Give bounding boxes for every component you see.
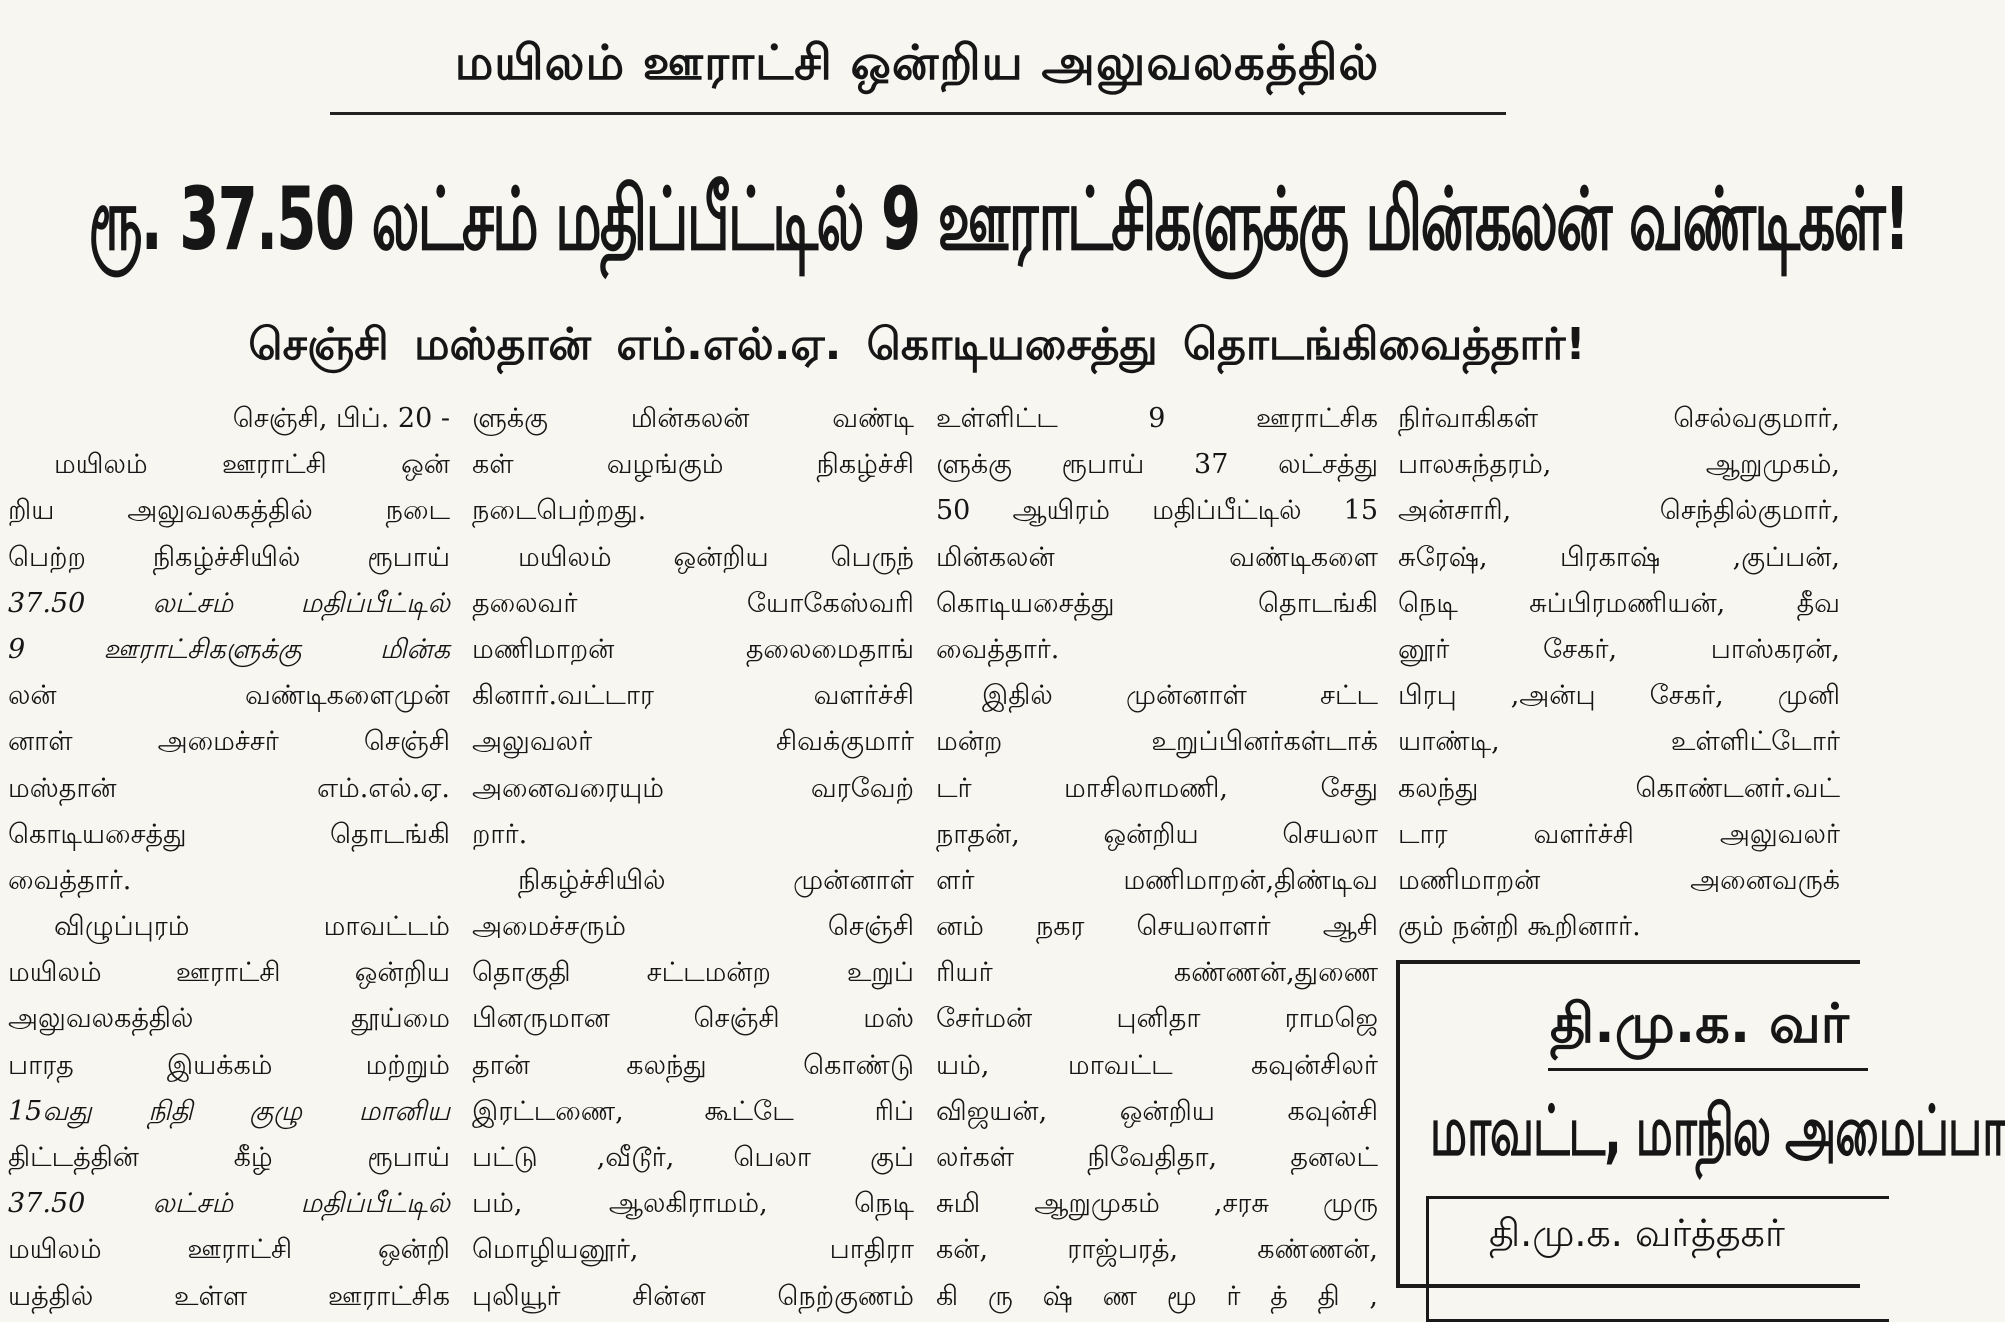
- article-line: 50 ஆயிரம் மதிப்பீட்டில் 15: [936, 495, 1378, 527]
- article-line: சேர்மன் புனிதா ராமஜெ: [936, 1003, 1378, 1035]
- article-line: மின்கலன் வண்டிகளை: [936, 541, 1378, 573]
- article-line: நிகழ்ச்சியில் முன்னாள்: [518, 864, 914, 896]
- article-line: அமைச்சரும் செஞ்சி: [472, 911, 914, 943]
- article-line: கி ரு ஷ் ண மூ ர் த் தி ,: [936, 1280, 1378, 1312]
- article-line: கொடியசைத்து தொடங்கி: [8, 818, 450, 850]
- article-line: றிய அலுவலகத்தில் நடை: [8, 495, 450, 527]
- article-line: பட்டு ,வீடூர், பெலா குப்: [472, 1142, 914, 1173]
- article-line: பம், ஆலகிராமம், நெடி: [472, 1188, 914, 1220]
- article-line: ளுக்கு மின்கலன் வண்டி: [472, 403, 914, 434]
- article-line: மயிலம் ஊராட்சி ஒன்: [54, 449, 450, 481]
- article-line: அலுவலர் சிவக்குமார்: [472, 726, 914, 758]
- kicker-rule: [330, 112, 1506, 115]
- advertisement-box: [1396, 960, 2005, 1288]
- article-column-2: [472, 396, 914, 1320]
- article-headline: ரூ. 37.50 லட்சம் மதிப்பீட்டில் 9 ஊராட்சிகளுக்கு மின்கலன் வண்டிகள்!: [88, 170, 1909, 271]
- article-column-1: [8, 396, 450, 1320]
- article-line: மயிலம் ஊராட்சி ஒன்றி: [8, 1234, 450, 1266]
- ad-subtitle: மாவட்ட, மாநில அமைப்பா: [1430, 1090, 2005, 1171]
- article-line: பினருமான செஞ்சி மஸ்: [472, 1003, 914, 1035]
- article-subhead: செஞ்சி மஸ்தான் எம்.எல்.ஏ. கொடியசைத்து தொடங்கிவைத்தார்!: [248, 319, 1586, 370]
- article-line: 37.50 லட்சம் மதிப்பீட்டில்: [8, 1188, 450, 1220]
- ad-inner-box: [1426, 1196, 1889, 1322]
- article-line: டர் மாசிலாமணி, சேது: [936, 772, 1378, 804]
- article-line: விஜயன், ஒன்றிய கவுன்சி: [936, 1095, 1378, 1127]
- article-line: னம் நகர செயலாளர் ஆசி: [936, 911, 1378, 943]
- ad-footer: தி.மு.க. வர்த்தகர்: [1489, 1211, 1785, 1255]
- article-line: விழுப்புரம் மாவட்டம்: [54, 911, 450, 943]
- article-line: கன், ராஜ்பரத், கண்ணன்,: [936, 1234, 1378, 1266]
- article-column-4: [1398, 396, 1840, 950]
- article-line: 9 ஊராட்சிகளுக்கு மின்க: [8, 633, 450, 665]
- article-line: சுமி ஆறுமுகம் ,சரசு முரு: [936, 1188, 1378, 1220]
- article-line: ளுக்கு ரூபாய் 37 லட்சத்து: [936, 449, 1378, 481]
- article-line: றார்.: [472, 818, 528, 850]
- article-line: கள் வழங்கும் நிகழ்ச்சி: [472, 449, 914, 481]
- article-line: அலுவலகத்தில் தூய்மை: [8, 1003, 450, 1035]
- article-line: ளர் மணிமாறன்,திண்டிவ: [936, 864, 1378, 896]
- article-line: லன் வண்டிகளைமுன்: [8, 680, 450, 712]
- article-line: செஞ்சி, பிப். 20 -: [232, 403, 450, 434]
- article-kicker: மயிலம் ஊராட்சி ஒன்றிய அலுவலகத்தில்: [454, 35, 1380, 91]
- article-line: மயிலம் ஊராட்சி ஒன்றிய: [8, 957, 450, 989]
- article-line: மயிலம் ஒன்றிய பெருந்: [518, 541, 914, 573]
- article-line: யம், மாவட்ட கவுன்சிலர்: [936, 1049, 1378, 1081]
- article-line: கொடியசைத்து தொடங்கி: [936, 587, 1378, 619]
- article-line: மன்ற உறுப்பினர்கள்டாக்: [936, 726, 1378, 758]
- article-line: மணிமாறன் தலைமைதாங்: [472, 633, 914, 665]
- article-line: புலியூர் சின்ன நெற்குணம்: [472, 1280, 914, 1312]
- article-line: 37.50 லட்சம் மதிப்பீட்டில்: [8, 587, 450, 619]
- article-line: வைத்தார்.: [8, 864, 132, 896]
- article-line: யத்தில் உள்ள ஊராட்சிக: [8, 1280, 450, 1312]
- article-line: பெற்ற நிகழ்ச்சியில் ரூபாய்: [8, 541, 450, 573]
- article-line: லர்கள் நிவேதிதா, தனலட்: [936, 1142, 1378, 1173]
- ad-title-rule: [1548, 1068, 1868, 1071]
- article-line: வைத்தார்.: [936, 633, 1060, 665]
- article-line: அன்சாரி, செந்தில்குமார்,: [1398, 495, 1840, 527]
- article-line: சுரேஷ், பிரகாஷ் ,குப்பன்,: [1398, 541, 1840, 573]
- article-line: கும் நன்றி கூறினார்.: [1398, 911, 1641, 943]
- article-line: னாள் அமைச்சர் செஞ்சி: [8, 726, 450, 758]
- article-line: மஸ்தான் எம்.எல்.ஏ.: [8, 772, 450, 804]
- article-line: நடைபெற்றது.: [472, 495, 647, 527]
- article-line: பாரத இயக்கம் மற்றும்: [8, 1049, 450, 1081]
- article-line: மொழியனூர், பாதிரா: [472, 1234, 914, 1266]
- article-line: கலந்து கொண்டனர்.வட்: [1398, 772, 1840, 804]
- article-line: இதில் முன்னாள் சட்ட: [982, 680, 1378, 712]
- article-line: டார வளர்ச்சி அலுவலர்: [1398, 818, 1840, 850]
- article-line: உள்ளிட்ட 9 ஊராட்சிக: [936, 403, 1378, 434]
- article-column-3: [936, 396, 1378, 1320]
- article-line: தொகுதி சட்டமன்ற உறுப்: [472, 957, 914, 989]
- article-line: பிரபு ,அன்பு சேகர், முனி: [1398, 680, 1840, 712]
- article-line: தலைவர் யோகேஸ்வரி: [472, 587, 914, 619]
- article-line: யாண்டி, உள்ளிட்டோர்: [1398, 726, 1840, 758]
- article-line: 15வது நிதி குழு மானிய: [8, 1095, 450, 1127]
- article-line: ரியர் கண்ணன்,துணை: [936, 957, 1378, 989]
- article-line: அனைவரையும் வரவேற்: [472, 772, 914, 804]
- article-line: நெடி சுப்பிரமணியன், தீவ: [1398, 587, 1840, 619]
- article-line: மணிமாறன் அனைவருக்: [1398, 864, 1840, 896]
- ad-title: தி.மு.க. வர்: [1550, 992, 1849, 1055]
- article-line: நிர்வாகிகள் செல்வகுமார்,: [1398, 403, 1840, 434]
- article-line: திட்டத்தின் கீழ் ரூபாய்: [8, 1142, 450, 1173]
- article-line: கினார்.வட்டார வளர்ச்சி: [472, 680, 914, 712]
- article-line: னூர் சேகர், பாஸ்கரன்,: [1398, 633, 1840, 665]
- article-line: தான் கலந்து கொண்டு: [472, 1049, 914, 1081]
- article-line: நாதன், ஒன்றிய செயலா: [936, 818, 1378, 850]
- article-line: பாலசுந்தரம், ஆறுமுகம்,: [1398, 449, 1840, 481]
- article-line: இரட்டணை, கூட்டே ரிப்: [472, 1095, 914, 1127]
